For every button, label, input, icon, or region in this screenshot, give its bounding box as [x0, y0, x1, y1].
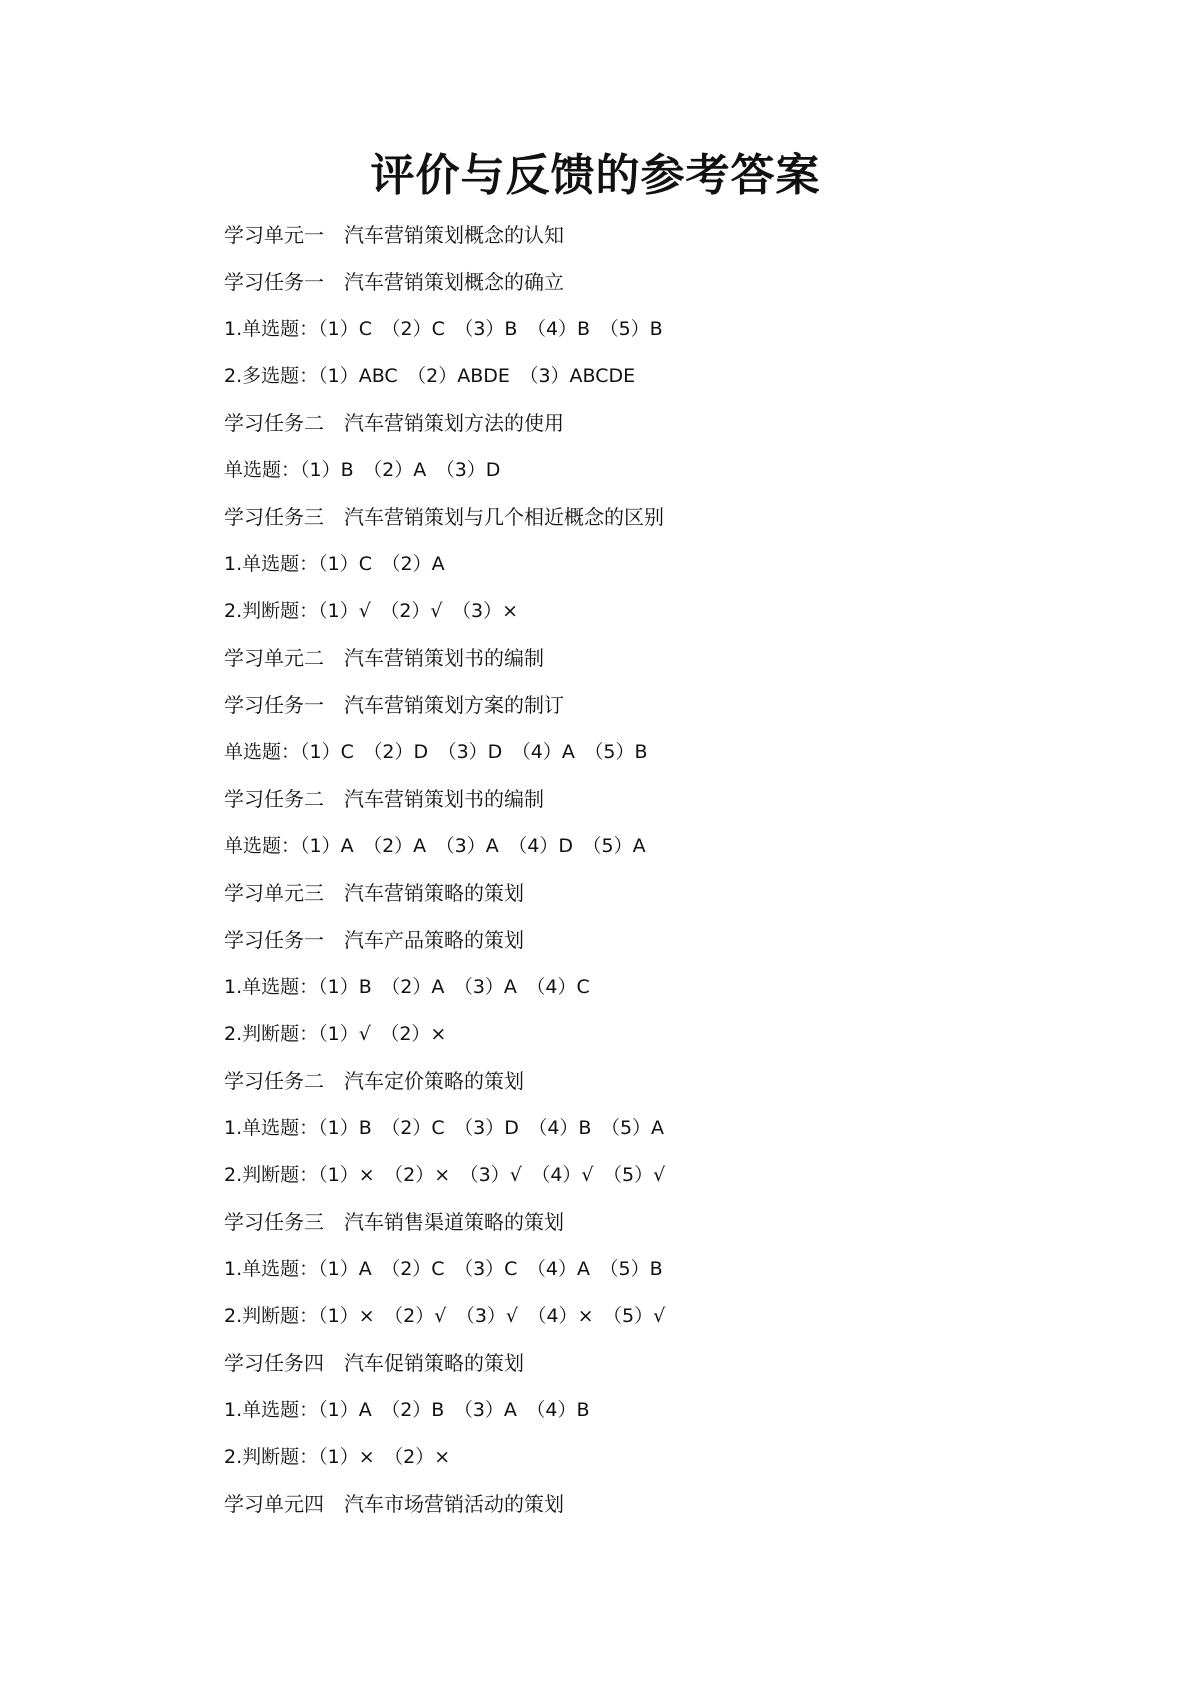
answer-line: 1.单选题：（1）A （2）B （3）A （4）B: [224, 1399, 590, 1421]
answer-line: 1.单选题：（1）B （2）A （3）A （4）C: [224, 976, 590, 998]
answer-line: 1.单选题：（1）C （2）A: [224, 553, 445, 575]
answer-line: 单选题：（1）A （2）A （3）A （4）D （5）A: [224, 835, 646, 857]
task-heading: 学习任务三 汽车销售渠道策略的策划: [224, 1210, 564, 1234]
unit-heading: 学习单元一 汽车营销策划概念的认知: [224, 223, 564, 247]
answer-line: 2.判断题：（1）√ （2）×: [224, 1023, 447, 1045]
answer-line: 2.判断题：（1）× （2）√ （3）√ （4）× （5）√: [224, 1305, 666, 1327]
answer-line: 单选题：（1）C （2）D （3）D （4）A （5）B: [224, 741, 648, 763]
unit-heading: 学习单元四 汽车市场营销活动的策划: [224, 1492, 564, 1516]
answer-line: 2.判断题：（1）√ （2）√ （3）×: [224, 600, 519, 622]
answer-line: 单选题：（1）B （2）A （3）D: [224, 459, 501, 481]
answer-line: 2.多选题：（1）ABC （2）ABDE （3）ABCDE: [224, 365, 636, 387]
task-heading: 学习任务四 汽车促销策略的策划: [224, 1351, 524, 1375]
document-title: 评价与反馈的参考答案: [370, 150, 821, 201]
unit-heading: 学习单元二 汽车营销策划书的编制: [224, 646, 544, 670]
task-heading: 学习任务一 汽车营销策划方案的制订: [224, 693, 564, 717]
task-heading: 学习任务二 汽车营销策划方法的使用: [224, 411, 564, 435]
task-heading: 学习任务三 汽车营销策划与几个相近概念的区别: [224, 505, 664, 529]
task-heading: 学习任务一 汽车产品策略的策划: [224, 928, 524, 952]
task-heading: 学习任务二 汽车定价策略的策划: [224, 1069, 524, 1093]
task-heading: 学习任务一 汽车营销策划概念的确立: [224, 270, 564, 294]
answer-line: 1.单选题：（1）C （2）C （3）B （4）B （5）B: [224, 318, 663, 340]
answer-list: [224, 212, 1104, 1528]
unit-heading: 学习单元三 汽车营销策略的策划: [224, 881, 524, 905]
task-heading: 学习任务二 汽车营销策划书的编制: [224, 787, 544, 811]
answer-line: 1.单选题：（1）A （2）C （3）C （4）A （5）B: [224, 1258, 663, 1280]
answer-line: 2.判断题：（1）× （2）× （3）√ （4）√ （5）√: [224, 1164, 666, 1186]
answer-line: 1.单选题：（1）B （2）C （3）D （4）B （5）A: [224, 1117, 665, 1139]
answer-line: 2.判断题：（1）× （2）×: [224, 1446, 451, 1468]
